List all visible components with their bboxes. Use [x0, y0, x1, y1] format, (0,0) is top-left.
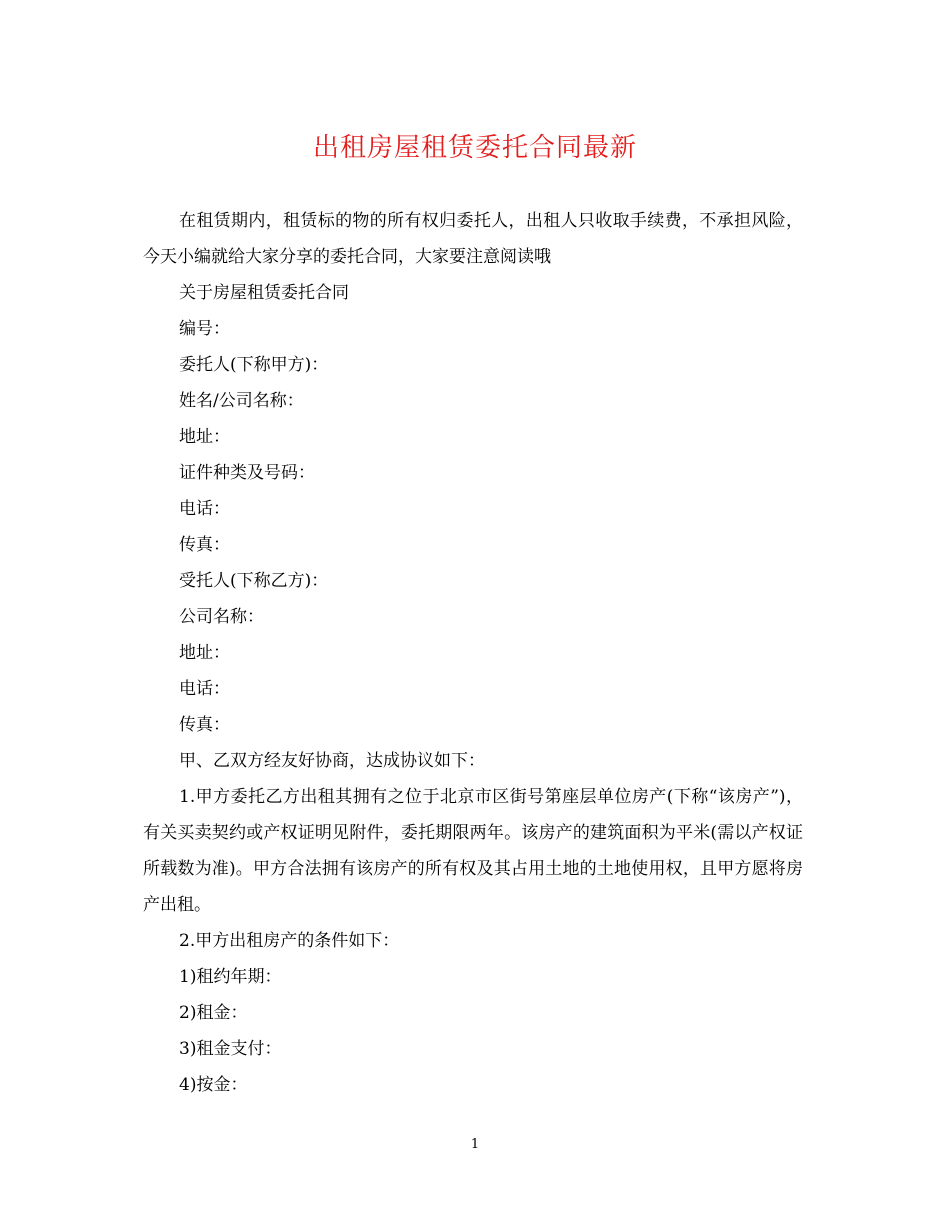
contract-heading: 关于房屋租赁委托合同 — [179, 283, 349, 303]
clause-2-item-3: 3)租金支付： — [179, 1039, 282, 1059]
contract-number: 编号： — [179, 319, 230, 339]
agent-fax: 传真： — [179, 715, 230, 735]
page-number: 1 — [470, 1137, 480, 1152]
clause-2-item-4: 4)按金： — [179, 1075, 248, 1095]
document-title: 出租房屋租赁委托合同最新 — [312, 133, 637, 163]
agreement-intro: 甲、乙双方经友好协商，达成协议如下： — [179, 751, 485, 771]
clause-1: 1.甲方委托乙方出租其拥有之位于北京市区街号第座层单位房产(下称“该房产”)，有关买卖契约或产权证明见附件，委托期限两年。该房产的建筑面积为平米(需以产权证所载数为准)。甲方合法拥有该房产的所有权及其占用土地的土地使用权，且甲方愿将房产出租。 — [143, 787, 803, 915]
clause-2-item-2: 2)租金： — [179, 1003, 248, 1023]
document-body — [143, 203, 803, 1103]
principal-fax: 传真： — [179, 535, 230, 555]
agent-party-label: 受托人(下称乙方)： — [179, 571, 329, 591]
agent-company-name: 公司名称： — [179, 607, 264, 627]
principal-phone: 电话： — [179, 499, 230, 519]
agent-address: 地址： — [179, 643, 230, 663]
intro-paragraph: 在租赁期内，租赁标的物的所有权归委托人，出租人只收取手续费，不承担风险，今天小编就给大家分享的委托合同，大家要注意阅读哦 — [143, 211, 803, 267]
principal-party-label: 委托人(下称甲方)： — [179, 355, 329, 375]
principal-id: 证件种类及号码： — [179, 463, 315, 483]
principal-address: 地址： — [179, 427, 230, 447]
agent-phone: 电话： — [179, 679, 230, 699]
clause-2-item-1: 1)租约年期： — [179, 967, 282, 987]
principal-name: 姓名/公司名称： — [179, 391, 304, 411]
clause-2: 2.甲方出租房产的条件如下： — [179, 931, 400, 951]
